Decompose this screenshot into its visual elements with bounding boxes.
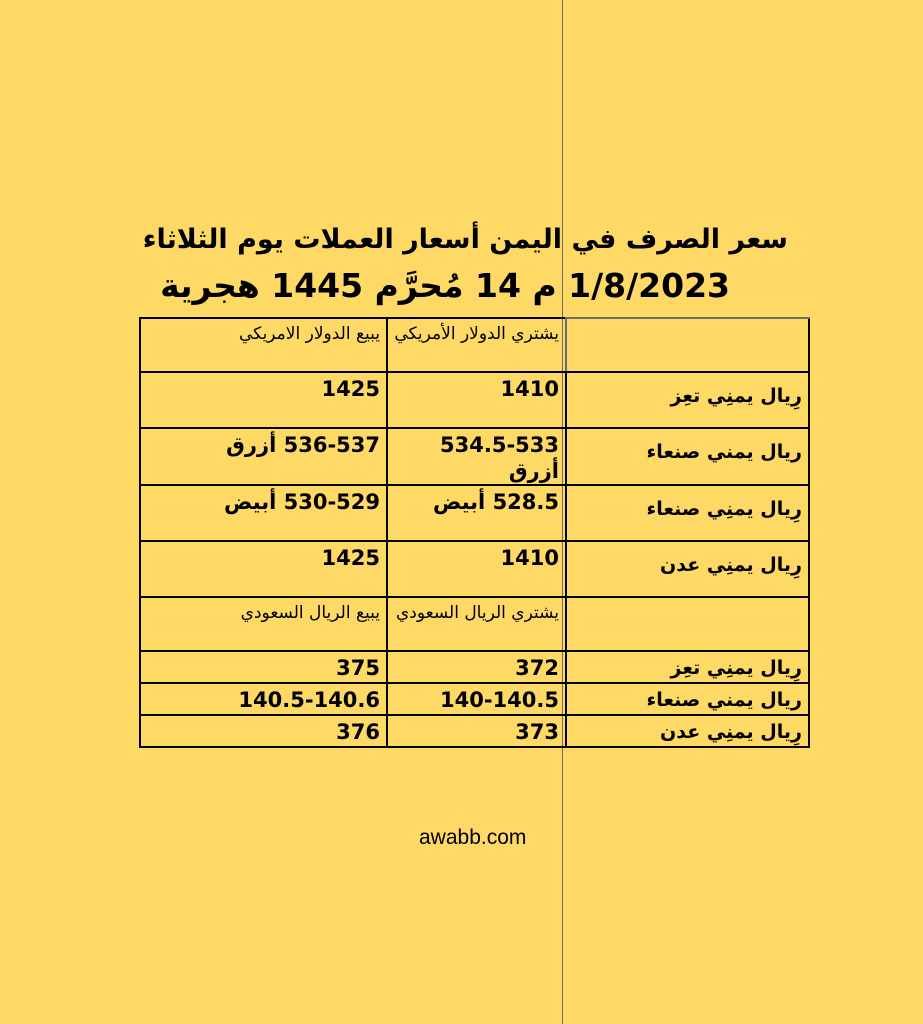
exchange-rates-table [139, 317, 810, 748]
sell-value: 375 [140, 651, 387, 683]
row-label: ريال يمني صنعاء [566, 428, 809, 485]
title-line-2: 1/8/2023 م 14 مُحرَّم 1445 هجرية [160, 266, 730, 305]
buy-value: 140-140.5 [387, 683, 566, 715]
row-label: رِيال يمنِي صنعاء [566, 485, 809, 541]
sar-sell-header: يبيع الريال السعودي [140, 597, 387, 651]
sar-buy-header: يشتري الريال السعودي [387, 597, 566, 651]
table-row [140, 541, 809, 597]
website-url: awabb.com [419, 826, 527, 849]
usd-sell-header: يبيع الدولار الامريكي [140, 318, 387, 372]
table-row [140, 683, 809, 715]
table-row [140, 485, 809, 541]
sell-value: 530-529 أبيض [140, 485, 387, 541]
row-label: رِيال يمنِي عدن [566, 715, 809, 747]
buy-value: 373 [387, 715, 566, 747]
sell-value: 1425 [140, 372, 387, 428]
sar-header-row [140, 597, 809, 651]
sell-value: 140.5-140.6 [140, 683, 387, 715]
table-row [140, 715, 809, 747]
sell-value: 1425 [140, 541, 387, 597]
row-label: ريال يمني صنعاء [566, 683, 809, 715]
buy-value: 1410 [387, 372, 566, 428]
table-row [140, 651, 809, 683]
sar-header-empty-cell [566, 597, 809, 651]
sell-value: 536-537 أزرق [140, 428, 387, 485]
row-label: رِيال يمنِي تعِز [566, 651, 809, 683]
usd-buy-header: يشتري الدولار الأمريكي [387, 318, 566, 372]
buy-value: 372 [387, 651, 566, 683]
row-label: رِيال يمنِي تعِز [566, 372, 809, 428]
usd-header-row [140, 318, 809, 372]
usd-header-empty-cell [566, 318, 809, 372]
sell-value: 376 [140, 715, 387, 747]
title-line-1: سعر الصرف في اليمن أسعار العملات يوم الثلاثاء [142, 224, 788, 255]
row-label: رِيال يمنِي عدن [566, 541, 809, 597]
table-row [140, 372, 809, 428]
table-row [140, 428, 809, 485]
buy-value: 1410 [387, 541, 566, 597]
buy-value: 528.5 أبيض [387, 485, 566, 541]
buy-value: 534.5-533 أزرق [387, 428, 566, 485]
